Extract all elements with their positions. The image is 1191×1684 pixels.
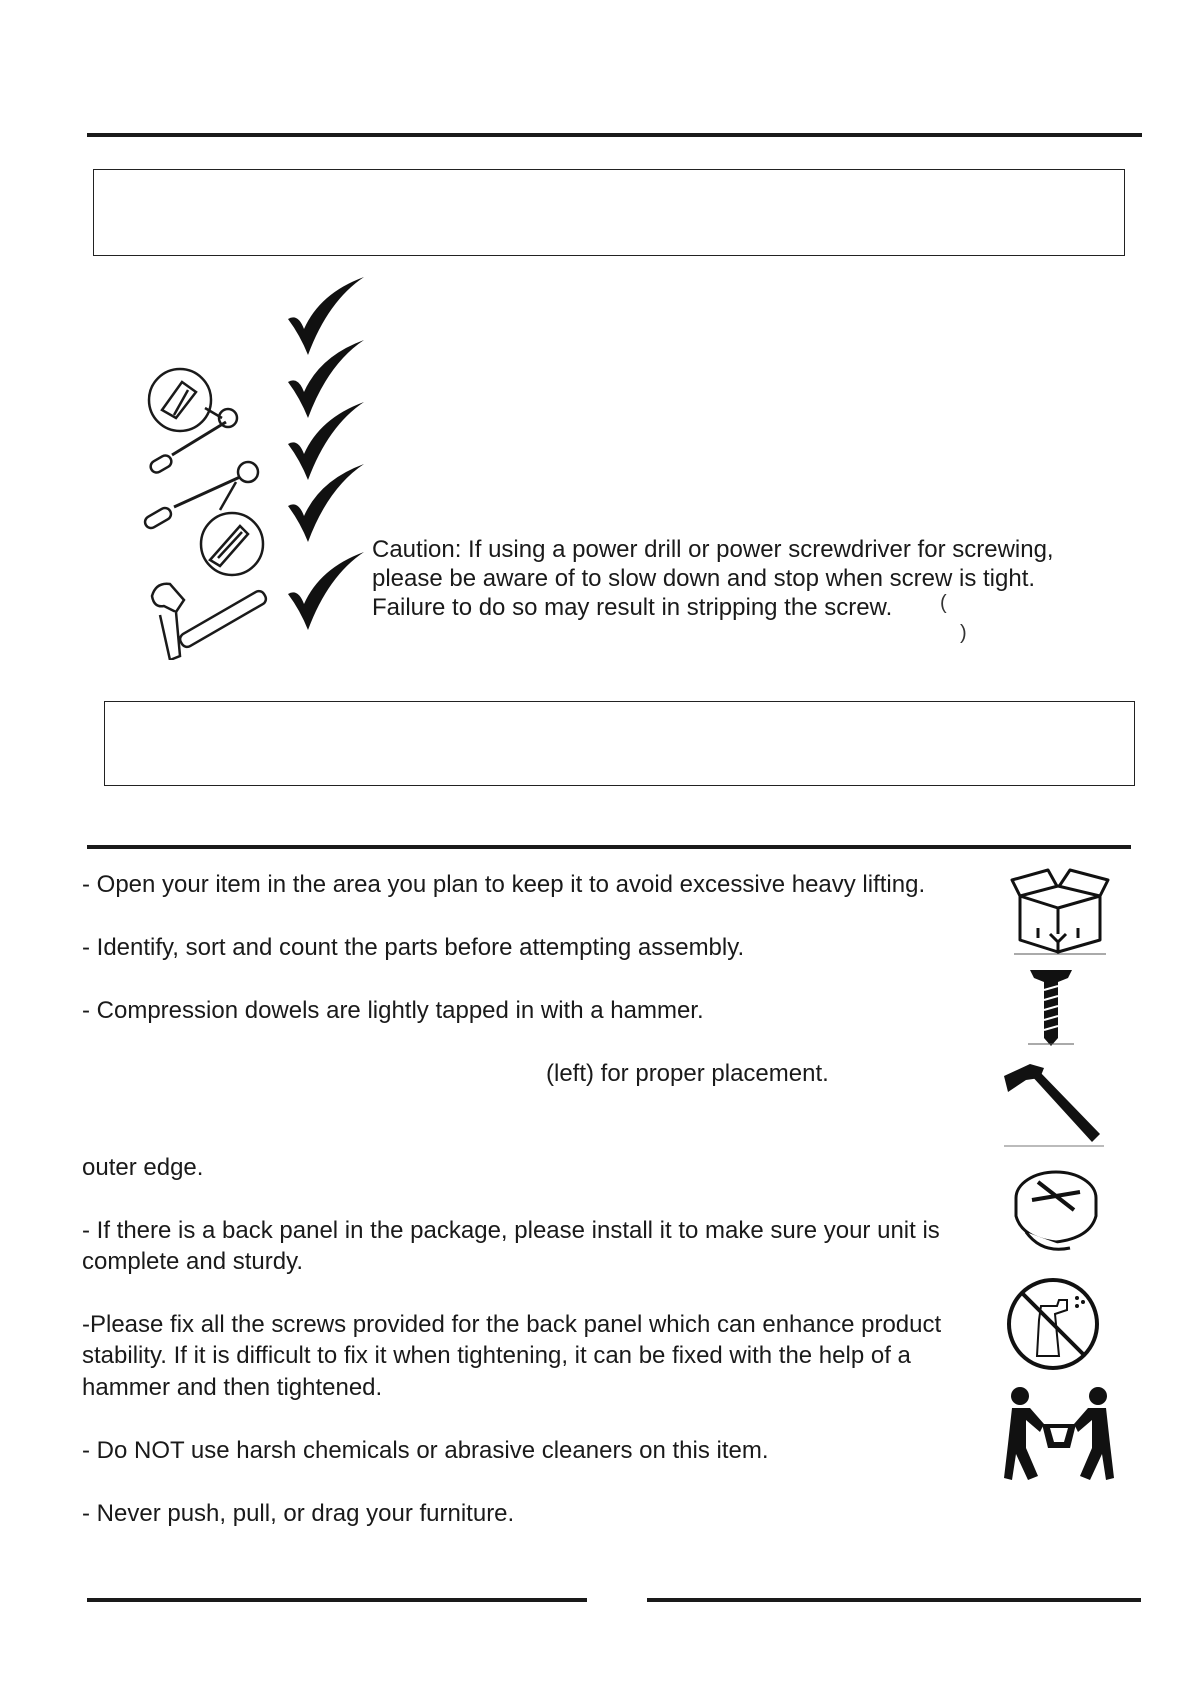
tips-rule [87,845,1131,849]
tip-outer-edge: outer edge. [82,1154,204,1181]
tip-identify-parts: - Identify, sort and count the parts before attempting assembly. [82,934,745,961]
paren-open: ( [940,592,947,614]
tip-open-item: - Open your item in the area you plan to keep it to avoid excessive heavy lifting. [82,871,926,898]
hammer-tap-icon [1000,1058,1106,1148]
check-mark-icon [286,552,366,632]
tip-placement: (left) for proper placement. [546,1060,829,1087]
bottom-rule-left [87,1598,587,1602]
phillips-screwdriver-icon [143,506,173,530]
top-rule [87,133,1142,137]
caution-line-1: Caution: If using a power drill or power screwdriver for screwing, [372,536,1054,563]
tip-back-panel-2: complete and sturdy. [82,1248,304,1275]
tip-back-panel-1: - If there is a back panel in the package, please install it to make sure your unit is [82,1217,940,1244]
tip-screws-1: -Please fix all the screws provided for the back panel which can enhance product [82,1311,942,1338]
two-person-lift-icon [1004,1384,1114,1484]
tools-header-box [93,169,1125,256]
tips-header-box [104,701,1135,786]
tip-screws-3: hammer and then tightened. [82,1374,383,1401]
screw-icon [1028,968,1074,1046]
tip-screws-2: stability. If it is difficult to fix it when tightening, it can be fixed with the help of a [82,1342,911,1369]
open-box-icon [1010,868,1110,956]
tools-illustration [140,360,270,660]
bottom-rule-right [647,1598,1141,1602]
no-spray-chemicals-icon [1005,1276,1101,1372]
check-mark-icon [286,464,366,544]
tip-compression-dowels: - Compression dowels are lightly tapped in with a hammer. [82,997,704,1024]
tip-never-drag: - Never push, pull, or drag your furniture. [82,1500,515,1527]
hammer-icon [178,589,268,649]
flat-screwdriver-icon [148,453,173,474]
caution-line-2: please be aware of to slow down and stop when screw is tight. [372,565,1036,592]
caution-text [372,535,1054,622]
tip-chemicals: - Do NOT use harsh chemicals or abrasive cleaners on this item. [82,1437,769,1464]
cam-lock-icon [1012,1168,1100,1254]
caution-line-3: Failure to do so may result in stripping the screw. [372,594,893,621]
paren-close: ) [960,622,967,644]
